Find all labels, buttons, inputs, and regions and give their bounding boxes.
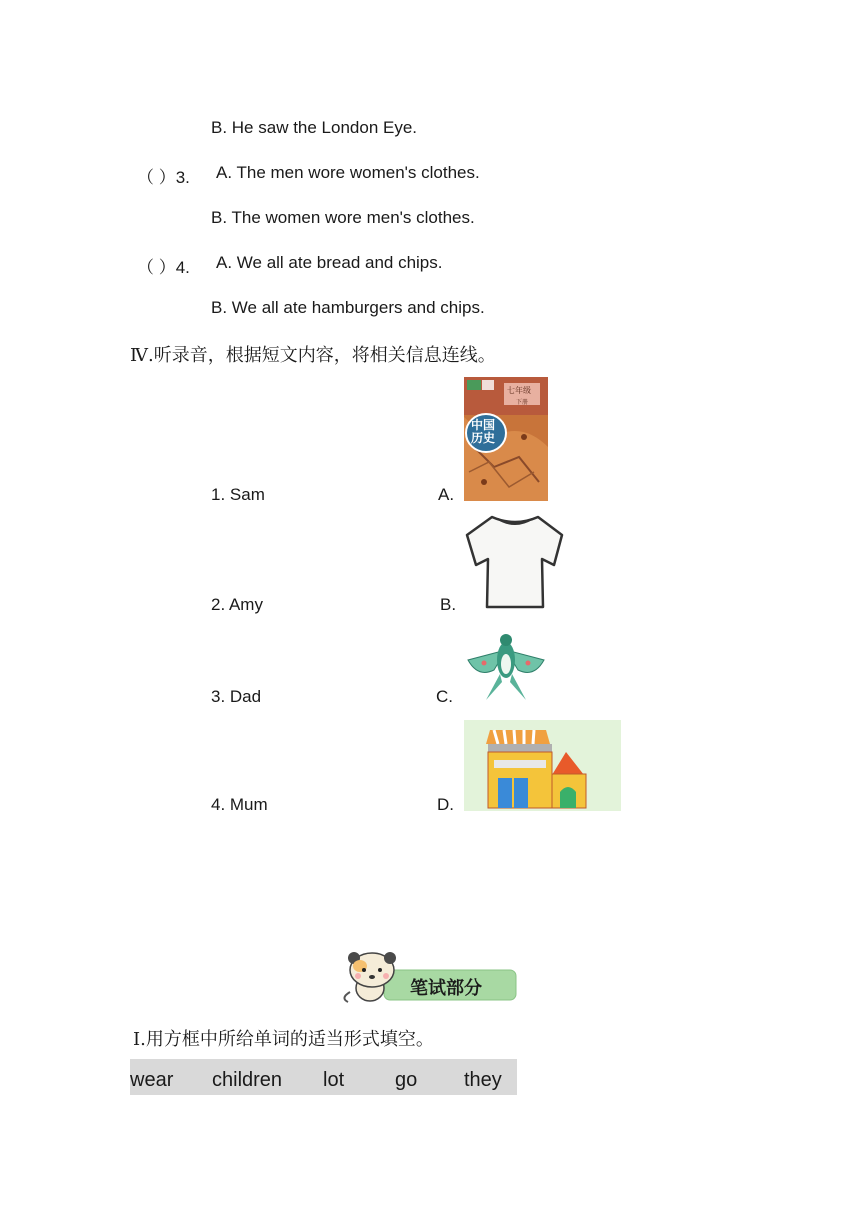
q2-option-b: B. He saw the London Eye.: [211, 118, 418, 137]
book-title: 中国历史: [471, 418, 496, 445]
word-bank-box: [130, 1059, 517, 1095]
book-volume: 下册: [516, 399, 529, 406]
word-bank-item: children: [212, 1069, 283, 1091]
q4-option-b: B. We all ate hamburgers and chips.: [211, 298, 485, 317]
option-b-letter: B.: [440, 595, 457, 614]
word-bank-item: wear: [130, 1069, 174, 1091]
q3-option-b: B. The women wore men's clothes.: [211, 208, 475, 227]
history-book-icon: [464, 377, 548, 501]
q4-bracket: （ ）4.: [137, 258, 190, 277]
q3-bracket: （ ）3.: [137, 168, 190, 187]
q3-option-a: A. The men wore women's clothes.: [216, 163, 480, 182]
shop-building-icon: [464, 720, 621, 811]
person-sam: 1. Sam: [211, 485, 265, 504]
swallow-kite-icon: [464, 630, 548, 702]
option-d-letter: D.: [437, 795, 454, 814]
person-amy: 2. Amy: [211, 595, 263, 614]
word-bank-item: go: [395, 1069, 418, 1091]
banner-label: 笔试部分: [410, 978, 482, 999]
q4-option-a: A. We all ate bread and chips.: [216, 253, 443, 272]
person-dad: 3. Dad: [211, 687, 262, 706]
person-mum: 4. Mum: [211, 795, 268, 814]
written-section-banner: [340, 950, 518, 1004]
tshirt-icon: [464, 513, 566, 611]
part4-heading: Ⅳ.听录音，根据短文内容，将相关信息连线。: [130, 345, 496, 366]
word-bank-item: they: [464, 1069, 502, 1091]
option-c-letter: C.: [436, 687, 453, 706]
written-heading: Ⅰ.用方框中所给单词的适当形式填空。: [133, 1029, 434, 1050]
book-grade: 七年级: [507, 386, 531, 395]
word-bank-item: lot: [323, 1069, 345, 1091]
option-a-letter: A.: [438, 485, 455, 504]
